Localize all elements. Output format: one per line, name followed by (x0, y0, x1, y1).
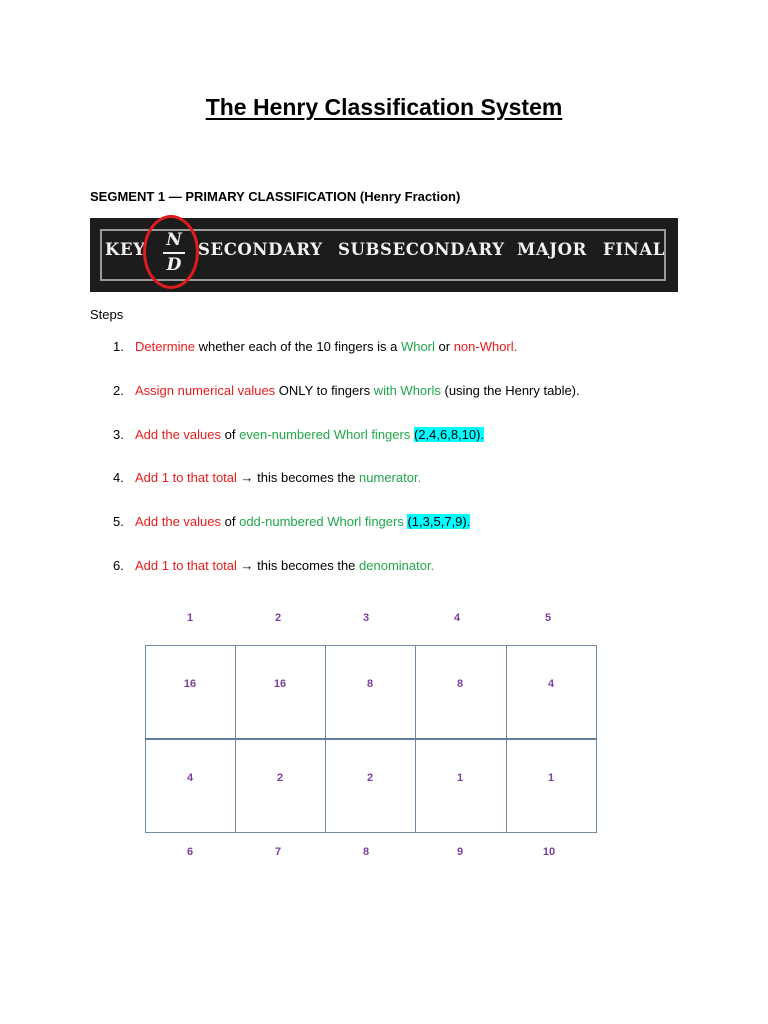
table-cell: 8 (456, 678, 464, 690)
table-cell: 16 (183, 678, 197, 690)
step-action: Assign numerical values (135, 383, 276, 398)
table-cell: 16 (273, 678, 287, 690)
step-text: (using the Henry table). (440, 383, 580, 398)
step-action: Add 1 to that total (135, 470, 237, 485)
finger-number: 6 (186, 846, 194, 858)
highlighted-fingers: (1,3,5,7,9). (407, 514, 471, 529)
table-cell: 8 (366, 678, 374, 690)
step-text: → this becomes the (236, 470, 360, 485)
step-item (113, 339, 517, 354)
grid-line (145, 738, 597, 740)
step-term: Whorl (400, 339, 435, 354)
steps-label: Steps (90, 307, 124, 322)
step-text: ONLY to fingers (275, 383, 374, 398)
step-action: Add the values (135, 427, 222, 442)
step-item (113, 470, 421, 485)
page-title: The Henry Classification System (205, 94, 563, 120)
step-term: even-numbered Whorl fingers (239, 427, 411, 442)
table-cell: 2 (276, 772, 284, 784)
step-text: of (221, 427, 240, 442)
step-item (113, 383, 580, 398)
highlight-circle (143, 215, 199, 289)
table-cell: 4 (186, 772, 194, 784)
step-item (113, 558, 434, 573)
step-number: 6. (113, 558, 124, 573)
finger-number: 5 (544, 612, 552, 624)
segment-heading: SEGMENT 1 — PRIMARY CLASSIFICATION (Henry Fraction) (90, 189, 461, 204)
table-cell: 4 (547, 678, 555, 690)
banner-secondary: SECONDARY (198, 240, 323, 259)
finger-number: 8 (362, 846, 370, 858)
step-action: Add the values (135, 514, 222, 529)
finger-number: 7 (274, 846, 282, 858)
step-term: non-Whorl. (453, 339, 518, 354)
finger-number: 3 (362, 612, 370, 624)
finger-number: 2 (274, 612, 282, 624)
banner-key: KEY (105, 240, 146, 259)
step-term: numerator. (359, 470, 422, 485)
banner-subsecondary: SUBSECONDARY (338, 240, 505, 259)
table-cell: 1 (547, 772, 555, 784)
step-action: Determine (135, 339, 195, 354)
step-number: 5. (113, 514, 124, 529)
step-term: with Whorls (373, 383, 441, 398)
step-text: of (221, 514, 240, 529)
finger-number: 1 (186, 612, 194, 624)
banner-final: FINAL (603, 240, 665, 259)
step-text: → this becomes the (236, 558, 360, 573)
step-number: 3. (113, 427, 124, 442)
step-item (113, 427, 484, 442)
highlighted-fingers: (2,4,6,8,10). (413, 427, 485, 442)
step-number: 1. (113, 339, 124, 354)
fraction-numerator: N (166, 230, 182, 250)
fraction-denominator: D (166, 255, 182, 275)
step-term: denominator. (359, 558, 435, 573)
step-term: odd-numbered Whorl fingers (239, 514, 404, 529)
step-number: 2. (113, 383, 124, 398)
table-cell: 1 (456, 772, 464, 784)
step-item (113, 514, 470, 529)
step-text: whether each of the 10 fingers is a (194, 339, 401, 354)
finger-number: 9 (456, 846, 464, 858)
table-cell: 2 (366, 772, 374, 784)
step-action: Add 1 to that total (135, 558, 237, 573)
step-number: 4. (113, 470, 124, 485)
finger-number: 4 (453, 612, 461, 624)
banner-major: MAJOR (517, 240, 587, 259)
finger-number: 10 (542, 846, 556, 858)
step-text: or (434, 339, 454, 354)
